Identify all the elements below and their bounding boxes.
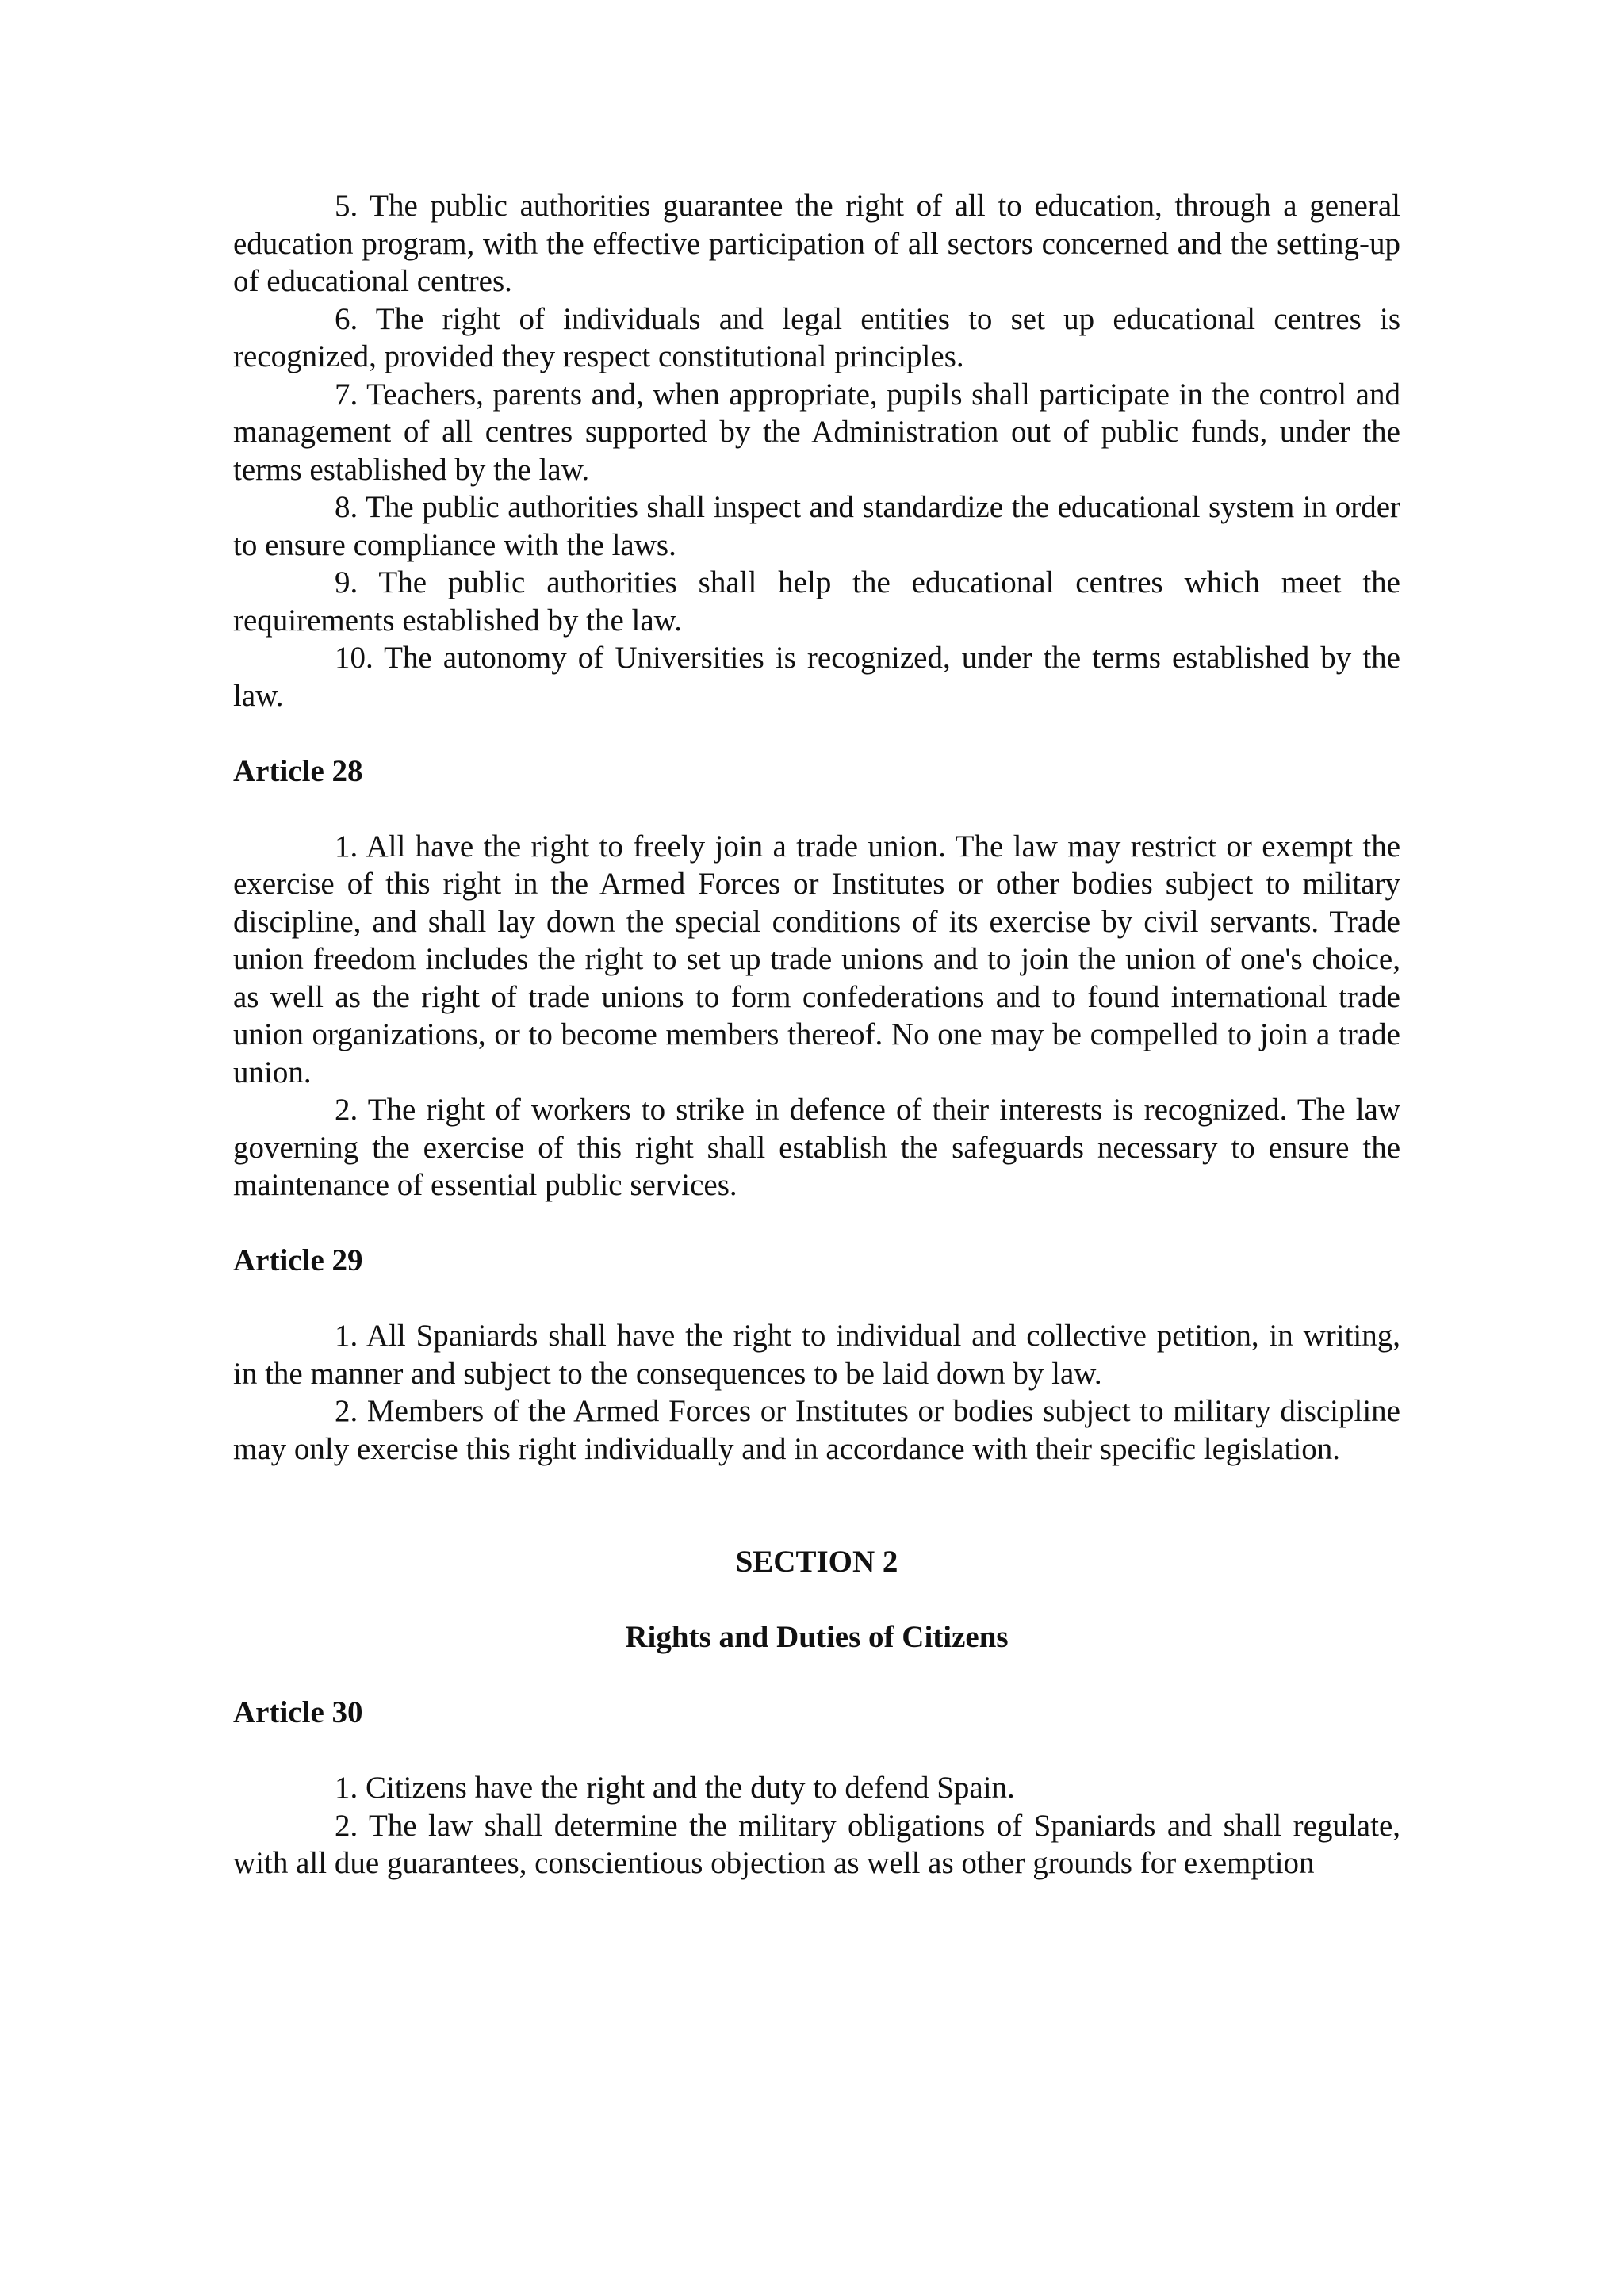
spacer — [233, 714, 1400, 753]
document-page — [233, 187, 1400, 1882]
article27-paragraph-8: 8. The public authorities shall inspect and standardize the educational system in order to ensure compliance with the laws. — [233, 490, 1400, 562]
article27-paragraph-10: 10. The autonomy of Universities is recognized, under the terms established by the law. — [233, 641, 1400, 713]
article30-paragraph-2: 2. The law shall determine the military obligations of Spaniards and shall regulate, with all due guarantees, conscientious objection as well as other grounds for exemption — [233, 1808, 1400, 1880]
article27-paragraph-6: 6. The right of individuals and legal entities to set up educational centres is recognized, provided they respect constitutional principles. — [233, 301, 1400, 373]
section-title: SECTION 2 — [735, 1545, 898, 1579]
spacer — [233, 790, 1400, 828]
spacer — [233, 1468, 1400, 1543]
spacer — [233, 1581, 1400, 1619]
article28-heading: Article 28 — [233, 753, 363, 788]
article27-paragraph-9: 9. The public authorities shall help the educational centres which meet the requirements established by the law. — [233, 565, 1400, 638]
spacer — [233, 1204, 1400, 1243]
spacer — [233, 1280, 1400, 1318]
article29-paragraph-1: 1. All Spaniards shall have the right to individual and collective petition, in writing, in the manner and subject to the consequences to be laid down by law. — [233, 1319, 1400, 1391]
article30-heading: Article 30 — [233, 1695, 363, 1729]
article27-paragraph-5: 5. The public authorities guarantee the right of all to education, through a general education program, with the effective participation of all sectors concerned and the setting-up of educational centres. — [233, 189, 1400, 298]
article27-paragraph-7: 7. Teachers, parents and, when appropriate, pupils shall participate in the control and management of all centres supported by the Administration out of public funds, under the terms established by the law. — [233, 377, 1400, 487]
article28-paragraph-2: 2. The right of workers to strike in defence of their interests is recognized. The law governing the exercise of this right shall establish the safeguards necessary to ensure the maintenance of essential public services. — [233, 1093, 1400, 1202]
article28-paragraph-1: 1. All have the right to freely join a trade union. The law may restrict or exempt the exercise of this right in the Armed Forces or Institutes or other bodies subject to military discipline, and shall lay down the special conditions of its exercise by civil servants. Trade union freedom includes the right to set up trade unions and to join the union of one's choice, as well as the right of trade unions to form confederations and to found international trade union organizations, or to become members thereof. No one may be compelled to join a trade union. — [233, 829, 1400, 1090]
article30-paragraph-1: 1. Citizens have the right and the duty to defend Spain. — [335, 1771, 1015, 1805]
article29-heading: Article 29 — [233, 1243, 363, 1277]
spacer — [233, 1656, 1400, 1695]
section-subtitle: Rights and Duties of Citizens — [625, 1620, 1009, 1654]
article29-paragraph-2: 2. Members of the Armed Forces or Institutes or bodies subject to military discipline may only exercise this right individually and in accordance with their specific legislation. — [233, 1394, 1400, 1466]
spacer — [233, 1732, 1400, 1770]
